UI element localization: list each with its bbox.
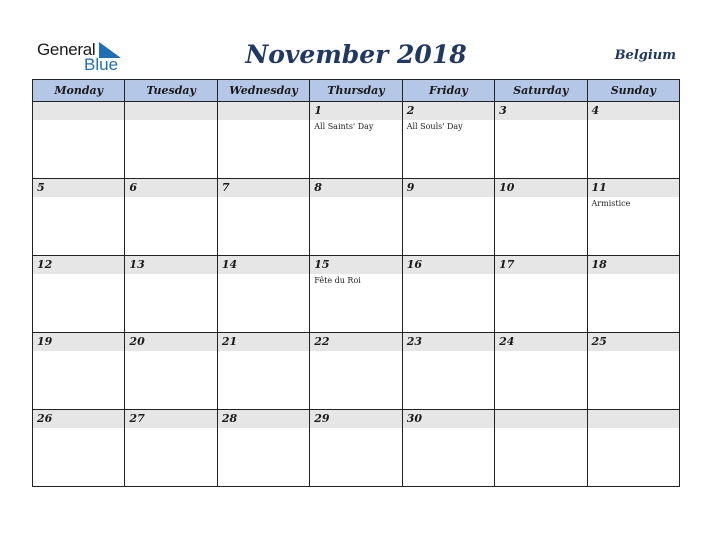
day-cell — [33, 333, 125, 410]
day-number: 17 — [499, 258, 515, 271]
day-number: 28 — [221, 412, 238, 425]
day-cell — [125, 333, 217, 410]
day-number: 4 — [591, 104, 600, 117]
day-cell — [310, 256, 402, 333]
day-cell — [587, 179, 679, 256]
day-number: 5 — [37, 181, 45, 194]
day-number-bar — [495, 256, 586, 274]
day-number-bar — [310, 102, 401, 120]
day-number: 6 — [129, 181, 138, 194]
day-cell — [33, 102, 125, 179]
day-cell — [587, 256, 679, 333]
day-number-bar — [218, 102, 309, 120]
day-cell — [495, 179, 587, 256]
day-cell — [402, 333, 494, 410]
day-number-bar — [33, 179, 124, 197]
weekday-header: Tuesday — [125, 80, 217, 102]
day-number-bar — [218, 179, 309, 197]
day-number-bar — [125, 410, 216, 428]
day-number: 3 — [499, 104, 507, 117]
day-number: 12 — [37, 258, 53, 271]
day-cell — [587, 410, 679, 487]
day-number: 29 — [314, 412, 330, 425]
day-cell — [217, 410, 309, 487]
country-label: Belgium — [614, 48, 676, 63]
day-number-bar — [310, 256, 401, 274]
day-number-bar — [310, 410, 401, 428]
day-number: 18 — [591, 258, 607, 271]
logo-text-general: General — [37, 40, 96, 59]
day-number-bar — [588, 256, 679, 274]
day-number-bar — [33, 410, 124, 428]
day-number: 26 — [37, 412, 53, 425]
day-number-bar — [218, 256, 309, 274]
day-number: 2 — [406, 104, 415, 117]
day-number: 30 — [406, 412, 422, 425]
day-number-bar — [218, 410, 309, 428]
day-number-bar — [495, 179, 586, 197]
holiday-label: All Saints' Day — [314, 122, 374, 131]
holiday-label: Armistice — [591, 199, 631, 208]
day-number-bar — [588, 410, 679, 428]
day-cell — [310, 410, 402, 487]
day-number-bar — [33, 102, 124, 120]
day-cell — [587, 333, 679, 410]
week-row — [33, 179, 680, 256]
day-cell — [33, 410, 125, 487]
calendar-title: November 2018 — [245, 40, 467, 69]
day-cell — [495, 333, 587, 410]
weekday-header: Sunday — [587, 80, 679, 102]
day-number-bar — [403, 102, 494, 120]
day-number: 22 — [314, 335, 330, 348]
day-number-bar — [403, 179, 494, 197]
day-cell — [310, 179, 402, 256]
day-number-bar — [125, 179, 216, 197]
day-cell — [125, 179, 217, 256]
day-cell — [402, 102, 494, 179]
day-number-bar — [403, 410, 494, 428]
day-cell — [495, 102, 587, 179]
day-number: 7 — [221, 181, 230, 194]
weekday-header-row — [33, 80, 680, 102]
day-cell — [402, 256, 494, 333]
calendar-grid — [32, 79, 680, 487]
day-cell — [217, 333, 309, 410]
day-number: 10 — [499, 181, 515, 194]
day-number: 11 — [591, 181, 607, 194]
day-number: 8 — [314, 181, 322, 194]
day-cell — [402, 179, 494, 256]
day-number-bar — [218, 333, 309, 351]
day-number-bar — [495, 333, 586, 351]
day-cell — [33, 256, 125, 333]
week-row — [33, 256, 680, 333]
day-number-bar — [588, 333, 679, 351]
day-number: 20 — [129, 335, 145, 348]
day-number: 19 — [37, 335, 53, 348]
day-number: 24 — [499, 335, 515, 348]
weekday-header: Monday — [33, 80, 125, 102]
day-number: 23 — [406, 335, 422, 348]
day-number-bar — [403, 333, 494, 351]
day-number-bar — [125, 102, 216, 120]
day-cell — [217, 102, 309, 179]
day-number-bar — [33, 333, 124, 351]
day-cell — [33, 179, 125, 256]
day-cell — [587, 102, 679, 179]
logo-text-blue: Blue — [84, 55, 119, 74]
day-number: 16 — [406, 258, 422, 271]
day-number-bar — [495, 102, 586, 120]
day-cell — [125, 256, 217, 333]
day-cell — [495, 256, 587, 333]
holiday-label: All Souls' Day — [406, 122, 463, 131]
week-row — [33, 410, 680, 487]
day-number: 21 — [221, 335, 238, 348]
day-cell — [217, 179, 309, 256]
day-number: 1 — [314, 104, 322, 117]
day-cell — [310, 333, 402, 410]
weekday-header: Thursday — [310, 80, 402, 102]
day-number-bar — [125, 333, 216, 351]
day-number-bar — [310, 333, 401, 351]
day-cell — [125, 410, 217, 487]
day-number-bar — [310, 179, 401, 197]
day-cell — [125, 102, 217, 179]
weekday-header: Friday — [402, 80, 494, 102]
day-number-bar — [495, 410, 586, 428]
day-cell — [310, 102, 402, 179]
day-number: 15 — [314, 258, 330, 271]
day-cell — [217, 256, 309, 333]
day-number-bar — [125, 256, 216, 274]
generalblue-logo — [37, 40, 127, 74]
week-row — [33, 333, 680, 410]
day-number: 14 — [221, 258, 238, 271]
week-row — [33, 102, 680, 179]
day-cell — [402, 410, 494, 487]
day-cell — [495, 410, 587, 487]
day-number: 27 — [129, 412, 145, 425]
day-number: 9 — [406, 181, 415, 194]
day-number-bar — [403, 256, 494, 274]
day-number-bar — [588, 102, 679, 120]
day-number-bar — [33, 256, 124, 274]
day-number: 13 — [129, 258, 145, 271]
day-number-bar — [588, 179, 679, 197]
holiday-label: Fête du Roi — [314, 276, 361, 285]
day-number: 25 — [591, 335, 607, 348]
weekday-header: Saturday — [495, 80, 587, 102]
weekday-header: Wednesday — [217, 80, 309, 102]
